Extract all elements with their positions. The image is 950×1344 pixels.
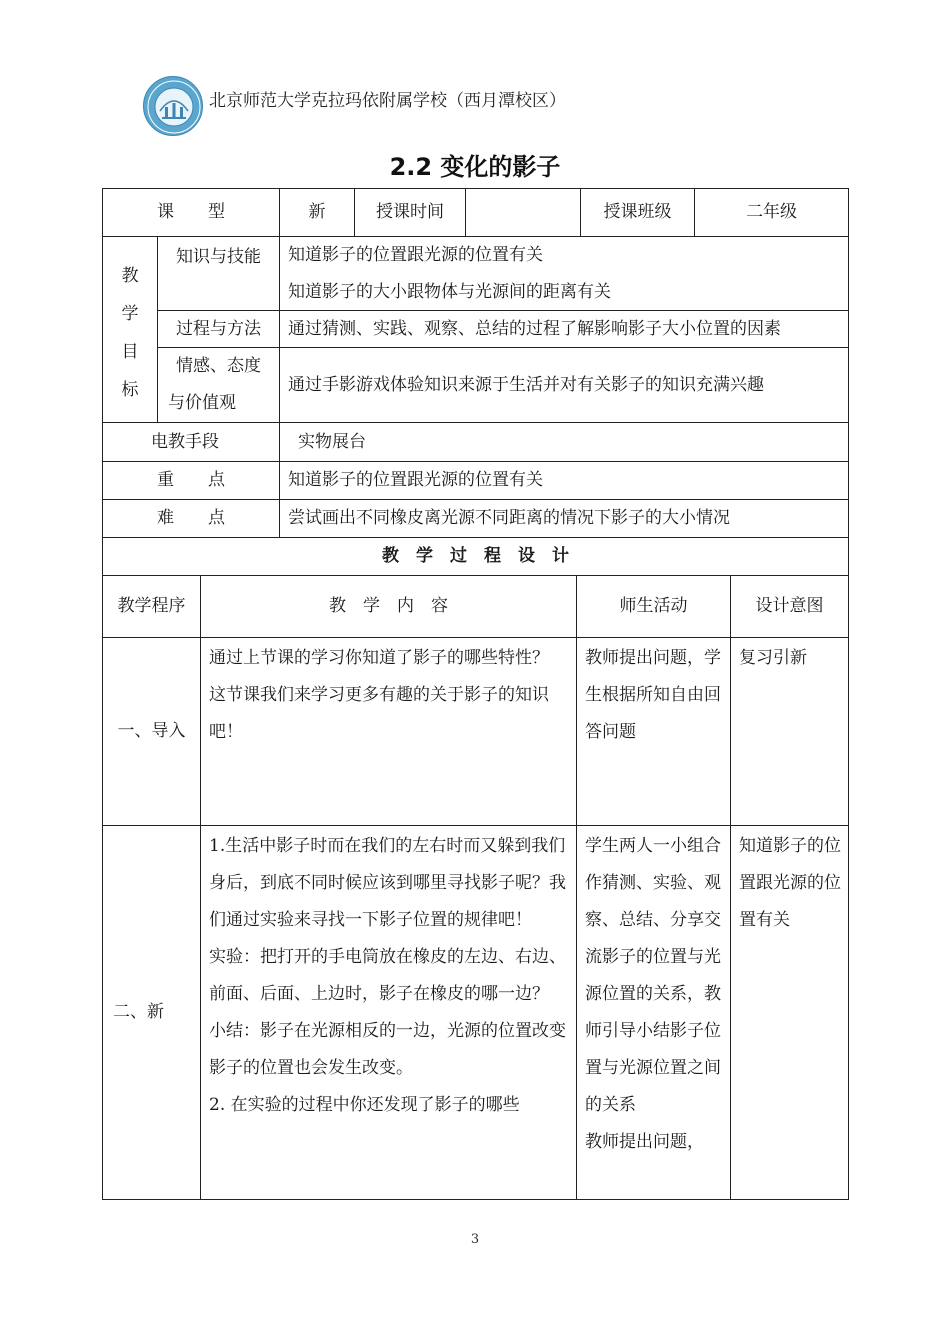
resources-label: 电教手段 [103, 423, 280, 462]
type-label: 课 型 [103, 189, 280, 237]
knowledge-line: 知道影子的大小跟物体与光源间的距离有关 [288, 282, 611, 302]
school-emblem-icon [144, 77, 204, 137]
header-stage: 教学程序 [103, 576, 201, 638]
page-number: 3 [470, 1232, 480, 1247]
type-value: 新 [280, 189, 355, 237]
key-point-value: 知道影子的位置跟光源的位置有关 [280, 462, 849, 500]
activity-intro: 教师提出问题，学生根据所知自由回答问题 [577, 638, 731, 826]
intent-new: 知道影子的位置跟光源的位置有关 [731, 826, 849, 1200]
emotion-label-line: 情感、态度 [176, 356, 261, 376]
class-value: 二年级 [695, 189, 849, 237]
school-name: 北京师范大学克拉玛依附属学校（西月潭校区） [209, 91, 566, 111]
header-intent: 设计意图 [731, 576, 849, 638]
difficulty-value: 尝试画出不同橡皮离光源不同距离的情况下影子的大小情况 [280, 500, 849, 538]
emotion-label-line: 与价值观 [168, 393, 236, 413]
school-logo [143, 76, 203, 136]
lesson-title: 2.2 变化的影子 [389, 153, 561, 181]
objectives-char: 学 [121, 304, 139, 324]
school-header [143, 76, 843, 138]
difficulty-label: 难 点 [103, 500, 280, 538]
objectives-char: 目 [121, 342, 139, 362]
stage-intro: 一、导入 [103, 638, 201, 826]
process-content: 通过猜测、实践、观察、总结的过程了解影响影子大小位置的因素 [280, 311, 849, 348]
objectives-char: 标 [121, 380, 139, 400]
intent-intro: 复习引新 [731, 638, 849, 826]
resources-value: 实物展台 [280, 423, 849, 462]
objectives-char: 教 [121, 266, 139, 286]
time-value [466, 189, 581, 237]
content-intro: 通过上节课的学习你知道了影子的哪些特性？ 这节课我们来学习更多有趣的关于影子的知识吧！ [201, 638, 577, 826]
header-activity: 师生活动 [577, 576, 731, 638]
process-design-title: 教 学 过 程 设 计 [103, 538, 849, 576]
process-label: 过程与方法 [158, 311, 280, 348]
class-label: 授课班级 [581, 189, 695, 237]
header-content: 教 学 内 容 [201, 576, 577, 638]
knowledge-label: 知识与技能 [158, 237, 280, 311]
content-new: 1.生活中影子时而在我们的左右时而又躲到我们身后，到底不同时候应该到哪里寻找影子呢？我们通过实验来寻找一下影子位置的规律吧！ 实验：把打开的手电筒放在橡皮的左边、右边、前面、后面、上边时，影子在橡皮的哪一边？ 小结：影子在光源相反的一边，光源的位置改变影子的位置也会发生改变。 2. 在实验的过程中你还发现了影子的哪些 [201, 826, 577, 1200]
key-point-label: 重 点 [103, 462, 280, 500]
lesson-table [102, 188, 849, 1200]
time-label: 授课时间 [355, 189, 466, 237]
stage-new: 二、新 [103, 826, 201, 1200]
knowledge-content [280, 237, 849, 311]
objectives-label [103, 237, 158, 423]
emotion-content: 通过手影游戏体验知识来源于生活并对有关影子的知识充满兴趣 [280, 348, 849, 423]
activity-new: 学生两人一小组合作猜测、实验、观察、总结、分享交流影子的位置与光源位置的关系，教师引导小结影子位置与光源位置之间的关系 教师提出问题， [577, 826, 731, 1200]
knowledge-line: 知道影子的位置跟光源的位置有关 [288, 245, 543, 265]
emotion-label [158, 348, 280, 423]
